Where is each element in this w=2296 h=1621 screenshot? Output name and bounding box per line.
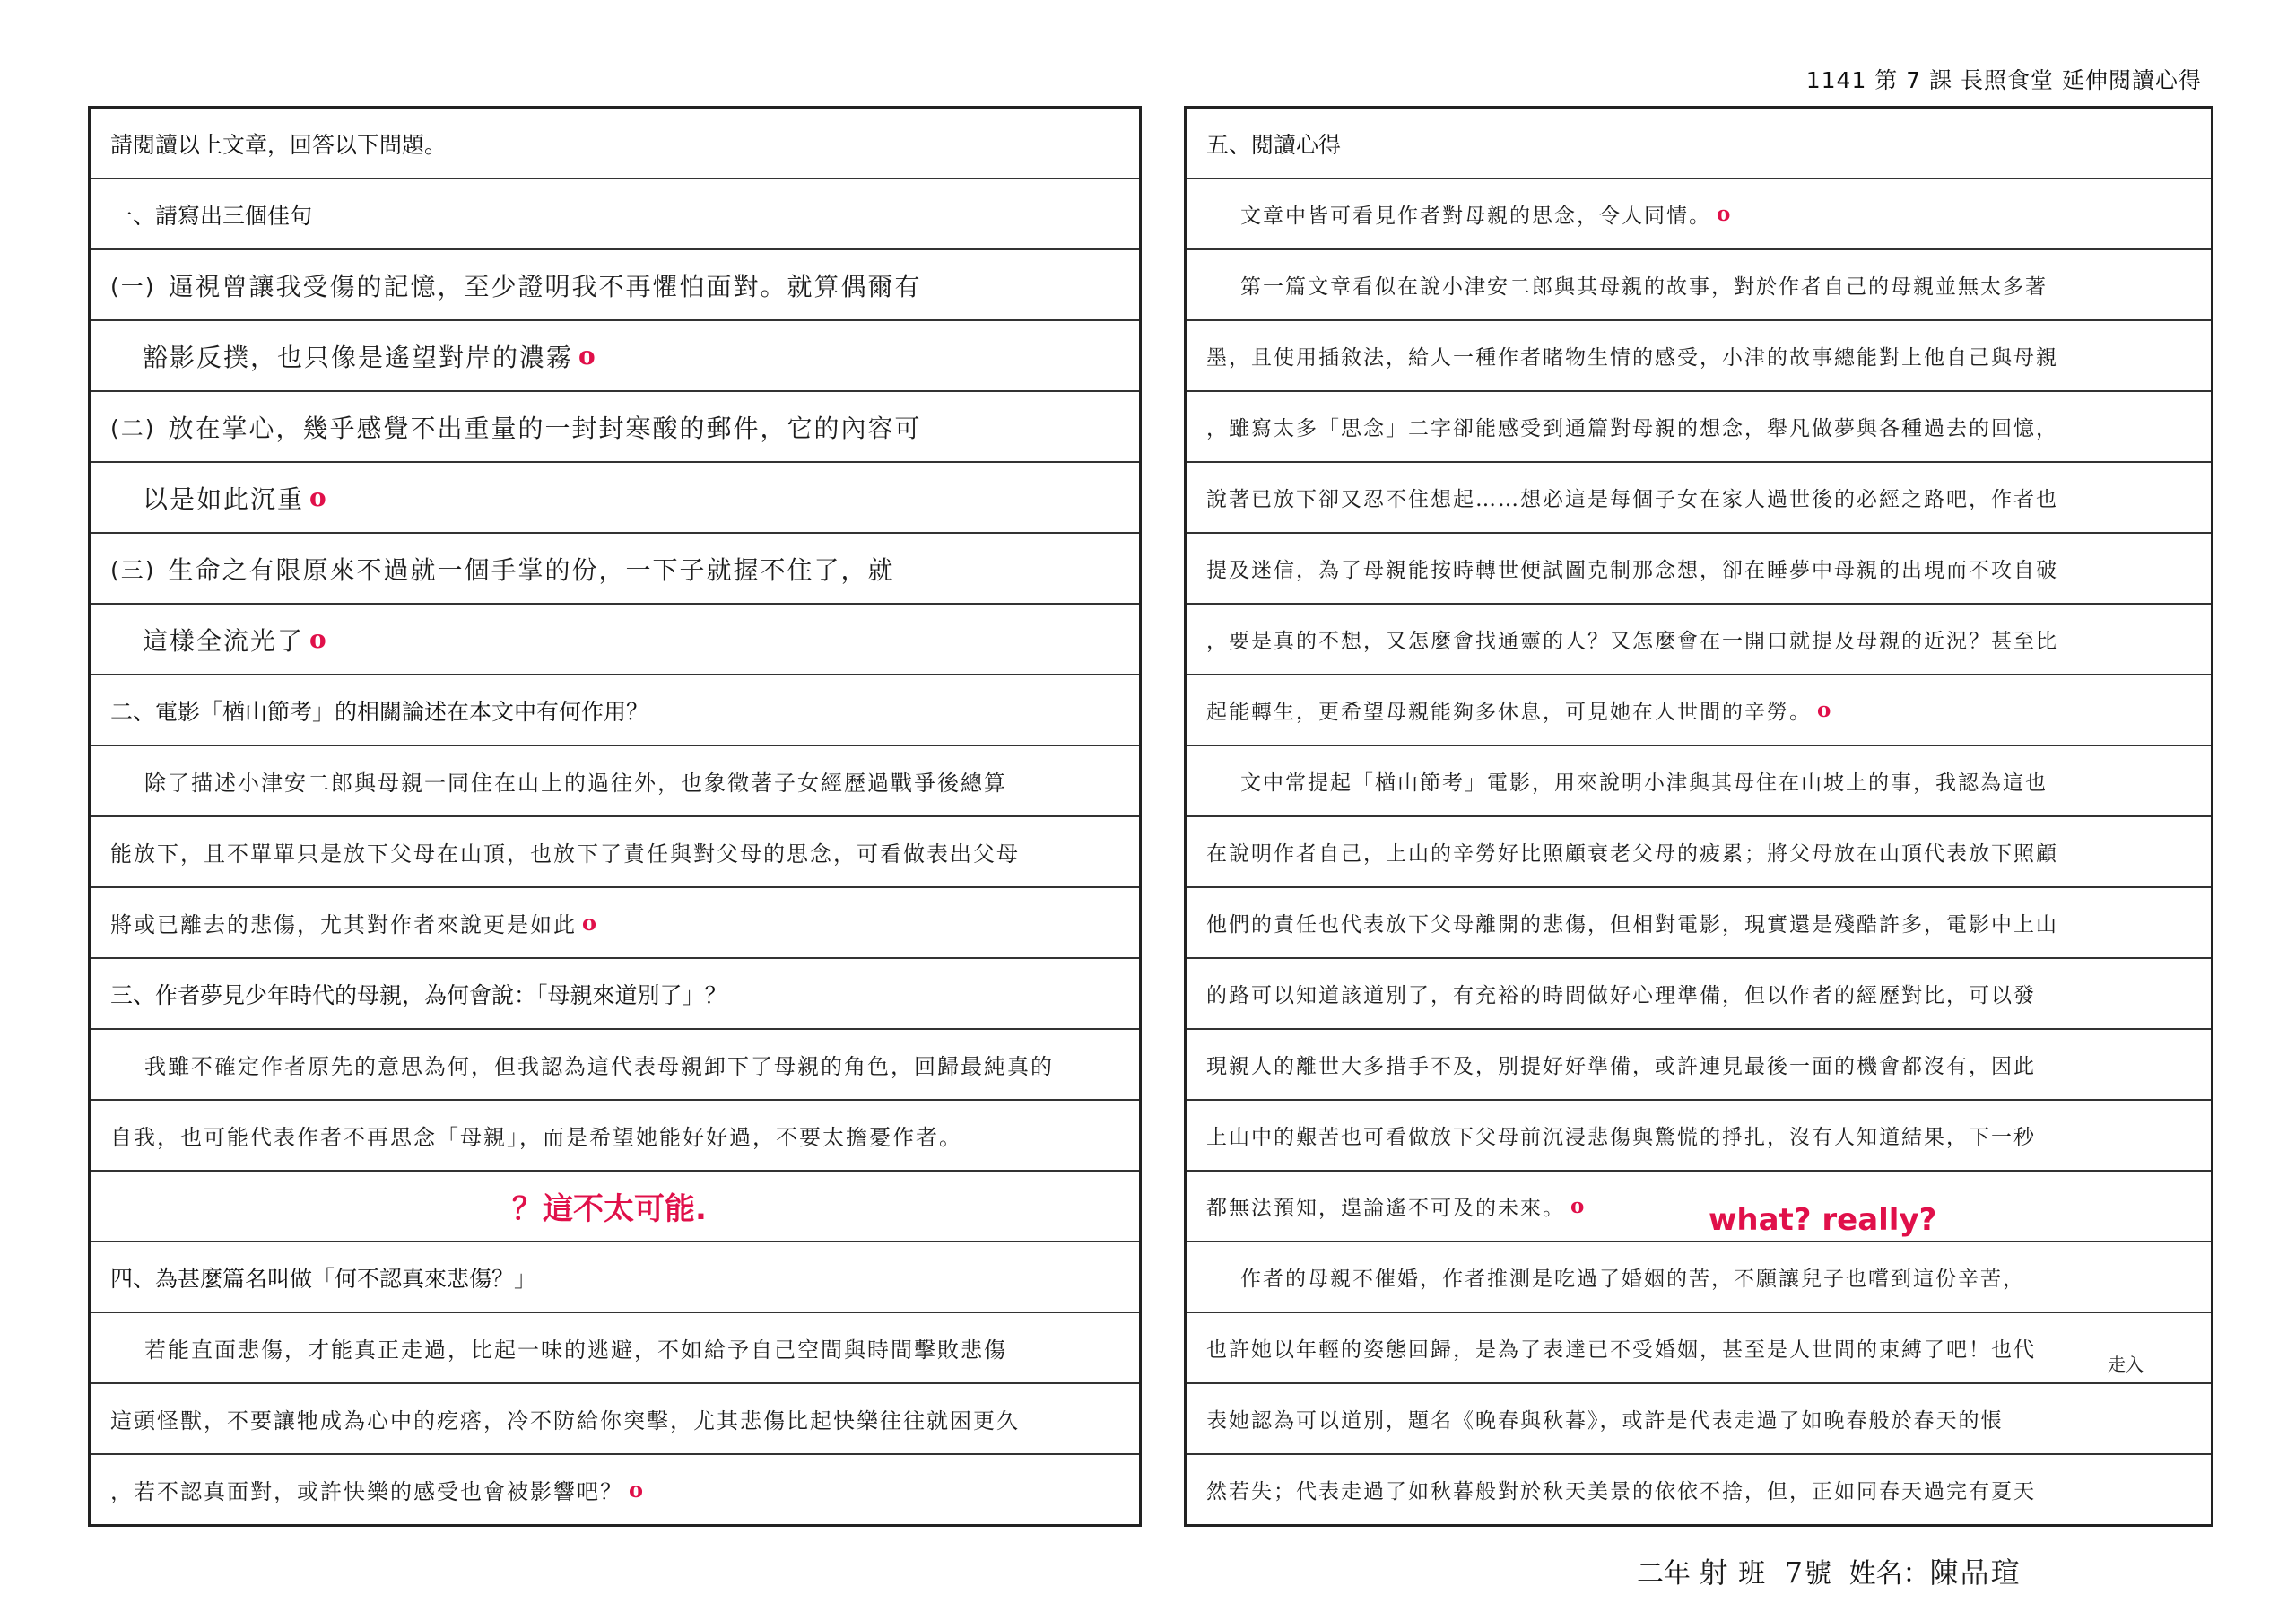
reflection-line <box>1187 1313 2211 1384</box>
reflection-line <box>1187 321 2211 392</box>
answer-3-line-1: 我雖不確定作者原先的意思為何，但我認為這代表母親卸下了母親的角色，回歸最純真的 <box>144 1054 1054 1079</box>
reflection-line-4: ，雖寫太多「思念」二字卻能感受到通篇對母親的想念，舉凡做夢與各種過去的回憶， <box>1206 417 2058 440</box>
question-1-text: 一、請寫出三個佳句 <box>110 202 313 229</box>
reflection-line-12: 的路可以知道該道別了，有充裕的時間做好心理準備，但以作者的經歷對比，可以發 <box>1206 984 2036 1007</box>
reflection-heading <box>1187 109 2211 179</box>
reflection-line <box>1187 1384 2211 1455</box>
answer-line <box>91 888 1139 959</box>
answer-line <box>91 463 1139 534</box>
answer-line <box>91 392 1139 463</box>
reflection-line <box>1187 1101 2211 1172</box>
reflection-line-11: 他們的責任也代表放下父母離開的悲傷，但相對電影，現實還是殘酷許多，電影中上山 <box>1206 913 2058 937</box>
reflection-line-2: 第一篇文章看似在說小津安二郎與其母親的故事，對於作者自己的母親並無太多著 <box>1240 275 2048 299</box>
reflection-line <box>1187 675 2211 746</box>
answer-line <box>91 1030 1139 1101</box>
sentence-1-continued: 豁影反撲，也只像是遙望對岸的濃霧 <box>143 342 574 372</box>
sentence-2-text: 放在掌心，幾乎感覺不出重量的一封封寒酸的郵件，它的內容可 <box>168 413 922 443</box>
sentence-1-text: 逼視曾讓我受傷的記憶，至少證明我不再懼怕面對。就算偶爾有 <box>168 271 922 301</box>
reflection-line-17: 也許她以年輕的姿態回歸，是為了表達已不受婚姻，甚至是人世間的束縛了吧！也代 <box>1206 1338 2036 1362</box>
instructions-text: 請閱讀以上文章，回答以下問題。 <box>110 131 448 158</box>
grader-mark: o <box>629 1477 646 1503</box>
answer-4-line-3: ，若不認真面對，或許快樂的感受也會被影響吧？ <box>110 1479 623 1504</box>
answer-line <box>91 1384 1139 1455</box>
reflection-line <box>1187 1030 2211 1101</box>
reflection-line-16: 作者的母親不催婚，作者推測是吃過了婚姻的苦，不願讓兒子也嚐到這份辛苦， <box>1240 1268 2025 1291</box>
question-3-text: 三、作者夢見少年時代的母親，為何會說：「母親來道別了」？ <box>110 981 727 1008</box>
reflection-line <box>1187 463 2211 534</box>
question-3-heading <box>91 959 1139 1030</box>
reflection-line <box>1187 888 2211 959</box>
reflection-line <box>1187 746 2211 817</box>
right-reflection-table <box>1184 106 2213 1527</box>
reflection-line <box>1187 605 2211 675</box>
left-answer-table <box>88 106 1142 1527</box>
reflection-line-3: 墨，且使用插敘法，給人一種作者睹物生情的感受，小津的故事總能對上他自己與母親 <box>1206 346 2058 370</box>
seat-label: 號 <box>1805 1558 1832 1590</box>
question-1-heading <box>91 179 1139 250</box>
reflection-line-10: 在說明作者自己，上山的辛勞好比照顧衰老父母的疲累；將父母放在山頂代表放下照顧 <box>1206 842 2058 866</box>
sentence-2-continued: 以是如此沉重 <box>143 484 305 514</box>
reflection-line <box>1187 179 2211 250</box>
reflection-line-14: 上山中的艱苦也可看做放下父母前沉浸悲傷與驚慌的掙扎，沒有人知道結果，下一秒 <box>1206 1126 2036 1149</box>
reflection-line <box>1187 250 2211 321</box>
reflection-line <box>1187 534 2211 605</box>
answer-line <box>91 1172 1139 1242</box>
grader-comment: ？這不太可能. <box>512 1191 707 1227</box>
instructions-row <box>91 109 1139 179</box>
answer-4-line-2: 這頭怪獸，不要讓牠成為心中的疙瘩，冷不防給你突擊，尤其悲傷比起快樂往往就困更久 <box>110 1408 1020 1434</box>
answer-line <box>91 746 1139 817</box>
grader-mark: o <box>309 483 328 512</box>
student-name: 陳品瑄 <box>1929 1556 2022 1590</box>
question-2-heading <box>91 675 1139 746</box>
sentence-1-label: (一) <box>110 273 156 300</box>
reflection-line-18: 表她認為可以道別，題名《晚春與秋暮》，或許是代表走過了如晚春般於春天的悵 <box>1206 1409 2004 1433</box>
answer-line <box>91 534 1139 605</box>
answer-line <box>91 1455 1139 1524</box>
sentence-3-continued: 這樣全流光了 <box>143 625 305 656</box>
answer-2-line-3: 將或已離去的悲傷，尤其對作者來說更是如此 <box>110 912 577 937</box>
answer-2-line-1: 除了描述小津安二郎與母親一同住在山上的過往外，也象徵著子女經歷過戰爭後總算 <box>144 771 1007 796</box>
name-label: 姓名： <box>1848 1558 1930 1590</box>
reflection-line-9: 文中常提起「楢山節考」電影，用來說明小津與其母住在山坡上的事，我認為這也 <box>1240 771 2048 795</box>
reflection-line-6: 提及迷信，為了母親能按時轉世便試圖克制那念想，卻在睡夢中母親的出現而不攻自破 <box>1206 559 2058 582</box>
question-4-text: 四、為甚麼篇名叫做「何不認真來悲傷？」 <box>110 1265 537 1292</box>
answer-line <box>91 250 1139 321</box>
sentence-3-label: (三) <box>110 556 156 583</box>
worksheet-header: 1141 第 7 課 長照食堂 延伸閱讀心得 <box>1805 67 2202 93</box>
reflection-line <box>1187 959 2211 1030</box>
reflection-line <box>1187 817 2211 888</box>
class-name: 射 <box>1699 1556 1730 1590</box>
class-suffix: 班 <box>1738 1558 1766 1590</box>
answer-2-line-2: 能放下，且不單單只是放下父母在山頂，也放下了責任與對父母的思念，可看做表出父母 <box>110 841 1020 867</box>
reflection-line-5: 說著已放下卻又忍不住想起……想必這是每個子女在家人過世後的必經之路吧，作者也 <box>1206 488 2058 511</box>
grader-mark: o <box>1717 202 1733 226</box>
reflection-heading-text: 五、閱讀心得 <box>1206 131 1342 158</box>
grader-comment-what-really: what? really? <box>1709 1202 1937 1238</box>
seat-number: 7 <box>1784 1556 1805 1590</box>
class-label: 二年 <box>1637 1558 1691 1590</box>
reflection-line <box>1187 392 2211 463</box>
reflection-line <box>1187 1455 2211 1524</box>
reflection-line-7: ，要是真的不想，又怎麼會找通靈的人？又怎麼會在一開口就提及母親的近況？甚至比 <box>1206 630 2058 653</box>
reflection-line-15: 都無法預知，遑論遙不可及的未來。 <box>1206 1197 1565 1220</box>
grader-mark: o <box>582 910 599 936</box>
answer-line <box>91 605 1139 675</box>
answer-line <box>91 1101 1139 1172</box>
sentence-2-label: (二) <box>110 414 156 441</box>
reflection-line-19: 然若失；代表走過了如秋暮般對於秋天美景的依依不捨，但，正如同春天過完有夏天 <box>1206 1480 2036 1503</box>
reflection-line <box>1187 1242 2211 1313</box>
inserted-correction: 走入 <box>2108 1354 2144 1375</box>
grader-mark: o <box>309 624 328 654</box>
answer-line <box>91 321 1139 392</box>
reflection-line <box>1187 1172 2211 1242</box>
answer-line <box>91 817 1139 888</box>
grader-mark: o <box>578 341 597 370</box>
student-info <box>1637 1550 2022 1591</box>
answer-line <box>91 1313 1139 1384</box>
question-2-text: 二、電影「楢山節考」的相關論述在本文中有何作用？ <box>110 698 649 725</box>
reflection-line-13: 現親人的離世大多措手不及，別提好好準備，或許連見最後一面的機會都沒有，因此 <box>1206 1055 2036 1078</box>
reflection-line-8: 起能轉生，更希望母親能夠多休息，可見她在人世間的辛勞。 <box>1206 701 1812 724</box>
answer-3-line-2: 自我，也可能代表作者不再思念「母親」，而是希望她能好好過，不要太擔憂作者。 <box>110 1125 962 1150</box>
reflection-line-1: 文章中皆可看見作者對母親的思念，令人同情。 <box>1240 205 1711 228</box>
grader-mark: o <box>1817 698 1833 722</box>
answer-4-line-1: 若能直面悲傷，才能真正走過，比起一味的逃避，不如給予自己空間與時間擊敗悲傷 <box>144 1338 1007 1363</box>
question-4-heading <box>91 1242 1139 1313</box>
grader-mark: o <box>1570 1194 1587 1218</box>
sentence-3-text: 生命之有限原來不過就一個手掌的份，一下子就握不住了，就 <box>168 554 895 585</box>
